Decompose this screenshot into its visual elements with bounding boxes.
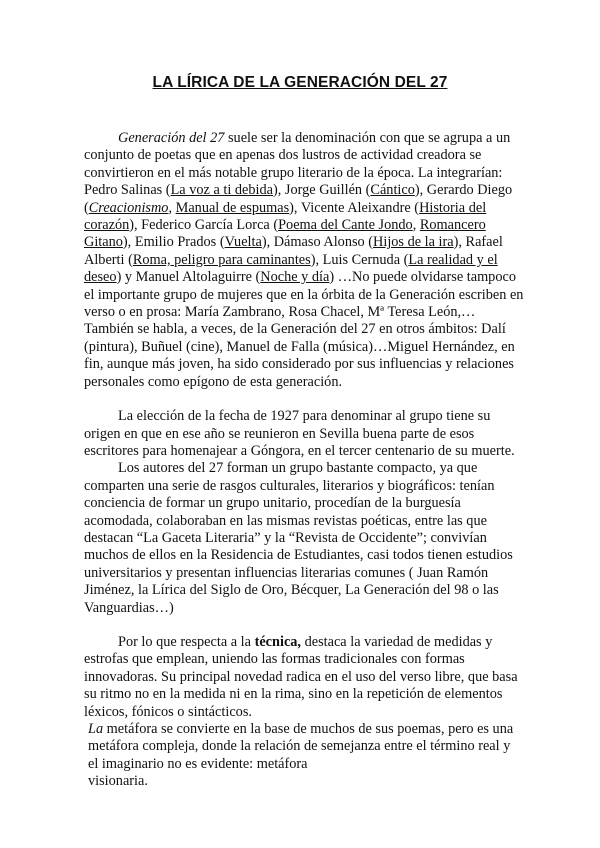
text-run: ,: [412, 217, 420, 234]
paragraph-autores: Los autores del 27 forman un grupo bastante compacto, ya que comparten una serie de rasgos culturales, literarios y biográficos: tenían conciencia de formar un grupo unitario, procedían de la burguesía acomodada, colaboraban en las mismas revistas poéticas, entre las que destacan “La Gaceta Literaria” y la “Revista de Occidente”; convivían muchos de ellos en la Residencia de Estudiantes, casi todos tienen estudios universitarios y presentan influencias literarias comunes ( Juan Ramón Jiménez, la Lírica del Siglo de Oro, Bécquer, La Generación del 98 o las Vanguardias…): [84, 460, 513, 616]
text-run: ), Luis Cernuda (: [310, 251, 409, 268]
text-run: Por lo que respecta a la: [118, 633, 255, 650]
work-title: La realidad y el deseo: [84, 251, 498, 286]
text-run: ), Emilio Prados (: [122, 234, 225, 251]
work-title: Historia del corazón: [84, 199, 487, 234]
work-title: Creacionismo: [88, 199, 169, 216]
text-run: ), Gerardo Diego (: [84, 182, 513, 216]
text-run: destaca la variedad de medidas y estrofas que emplean, uniendo las formas tradicionales con formas innovadoras. Su principal novedad radica en el uso del verso libre, que basa su ritmo no en la medida ni en la rima, sino en la repetición de elementos léxicos, fónicos o sintácticos.: [84, 633, 518, 720]
text-run: ), Rafael Alberti (: [84, 234, 503, 268]
text-run: ), Dámaso Alonso (: [261, 234, 374, 251]
term-generacion-27: Generación del 27: [118, 130, 225, 146]
paragraph-generacion: [84, 130, 524, 391]
text-run: ) …No puede olvidarse tampoco el importante grupo de mujeres que en la órbita de la Generación escriben en verso o en prosa: María Zambrano, Rosa Chacel, Mª Teresa León,…También se habla, a veces, de la Generación del 27 en otros ámbitos: Dalí (pintura), Buñuel (cine), Manuel de Falla (música)…Miguel Hernández, en fin, aunque más joven, ha sido considerado por sus influencias y relaciones personales como epígono de esta generación.: [84, 269, 524, 390]
text-run: suele ser la denominación con que se agrupa a un conjunto de poetas que en apenas dos lustros de actividad creadora se convirtieron en el más notable grupo literario de la época. La integrarían: Pedro Salinas (: [84, 130, 511, 199]
paragraph-metafora: [84, 721, 524, 791]
work-title: Vuelta: [224, 234, 262, 251]
work-title: Hijos de la ira: [373, 234, 454, 251]
bold-term-tecnica: técnica,: [254, 633, 302, 650]
text-run: ), Jorge Guillén (: [273, 182, 371, 199]
work-title: Romancero Gitano: [84, 217, 486, 251]
text-run: visionaria.: [88, 773, 148, 790]
document-title: LA LÍRICA DE LA GENERACIÓN DEL 27: [152, 74, 448, 91]
text-run: ), Vicente Aleixandre (: [289, 199, 420, 216]
work-title: Poema del Cante Jondo: [278, 217, 413, 234]
document-body: [84, 130, 524, 791]
work-title: La voz a ti debida: [170, 182, 273, 199]
text-run: ), Federico García Lorca (: [129, 217, 279, 234]
text-run: ) y Manuel Altolaguirre (: [116, 269, 261, 286]
work-title: Manual de espumas: [175, 199, 290, 216]
italic-lead: La: [88, 721, 104, 737]
paragraph-tecnica: [84, 634, 524, 721]
work-title: Cántico: [370, 182, 415, 199]
work-title: Noche y día: [260, 269, 330, 286]
text-run: ,: [168, 199, 176, 216]
text-run: metáfora se convierte en la base de muchos de sus poemas, pero es una metáfora compleja, donde la relación de semejanza entre el término real y el imaginario no es evidente: metáfora: [88, 721, 514, 772]
paragraph-fecha: La elección de la fecha de 1927 para denominar al grupo tiene su origen en que en ese año se reunieron en Sevilla buena parte de esos escritores para homenajear a Góngora, en el tercer centenario de su muerte.: [84, 408, 515, 459]
work-title: Roma, peligro para caminantes: [132, 251, 311, 268]
